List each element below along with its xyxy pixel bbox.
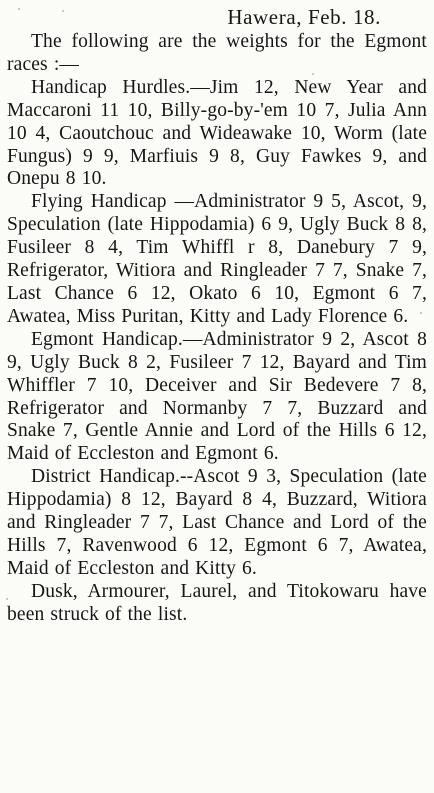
dateline: Hawera, Feb. 18. [227, 5, 381, 29]
district-handicap-paragraph [7, 466, 427, 581]
handicap-hurdles-text: Jim 12, New Year and Maccaroni 11 10, Billy-go-by-'em 10 7, Julia Ann 10 4, Caoutchouc and Wideawake 10, Worm (late Fungus) 9 9, Marfiuis 9 8, Guy Fawkes 9, and Onepu 8 10. [7, 76, 427, 190]
struck-off-text: Dusk, Armourer, Laurel, and Titokowaru have been struck of the list. [7, 580, 427, 625]
handicap-hurdles-heading: Handicap Hurdles.— [31, 76, 210, 98]
print-speck [62, 10, 64, 12]
egmont-handicap-text: Administrator 9 2, Ascot 8 9, Ugly Buck 8 2, Fusileer 7 12, Bayard and Tim Whiffler 7 10, Deceiver and Sir Bedevere 7 8, Refrigerator and Normanby 7 7, Buzzard and Snake 7, Gentle Annie and Lord of the Hills 6 12, Maid of Eccleston and Egmont 6. [7, 328, 427, 465]
intro-text: The following are the weights for the Egmont races :— [7, 31, 427, 75]
print-speck [420, 312, 422, 314]
intro-paragraph [7, 31, 427, 77]
district-handicap-text: Ascot 9 3, Speculation (late Hippodamia) 8 12, Bayard 8 4, Buzzard, Witiora and Ringleader 7 7, Last Chance and Lord of the Hills 7, Ravenwood 6 12, Egmont 6 7, Awatea, Maid of Eccleston and Kitty 6. [7, 466, 427, 579]
egmont-handicap-paragraph [7, 329, 427, 466]
flying-handicap-text: Administrator 9 5, Ascot, 9, Speculation (late Hippodamia) 6 9, Ugly Buck 8 8, Fusileer 8 4, Tim Whiffl r 8, Danebury 7 9, Refrigerator, Witiora and Ringleader 7 7, Snake 7, Last Chance 6 12, Okato 6 10, Egmont 6 7, Awatea, Miss Puritan, Kitty and Lady Florence 6. [7, 191, 427, 327]
district-handicap-heading: District Handicap.-- [31, 466, 194, 488]
flying-handicap-paragraph [7, 191, 427, 328]
struck-off-paragraph [7, 581, 427, 627]
print-speck [312, 73, 314, 75]
print-speck [6, 598, 8, 600]
print-speck [405, 38, 407, 40]
print-speck [18, 8, 20, 10]
egmont-handicap-heading: Egmont Handicap.— [31, 328, 203, 350]
flying-handicap-heading: Flying Handicap — [31, 191, 195, 213]
handicap-hurdles-paragraph [7, 77, 427, 192]
